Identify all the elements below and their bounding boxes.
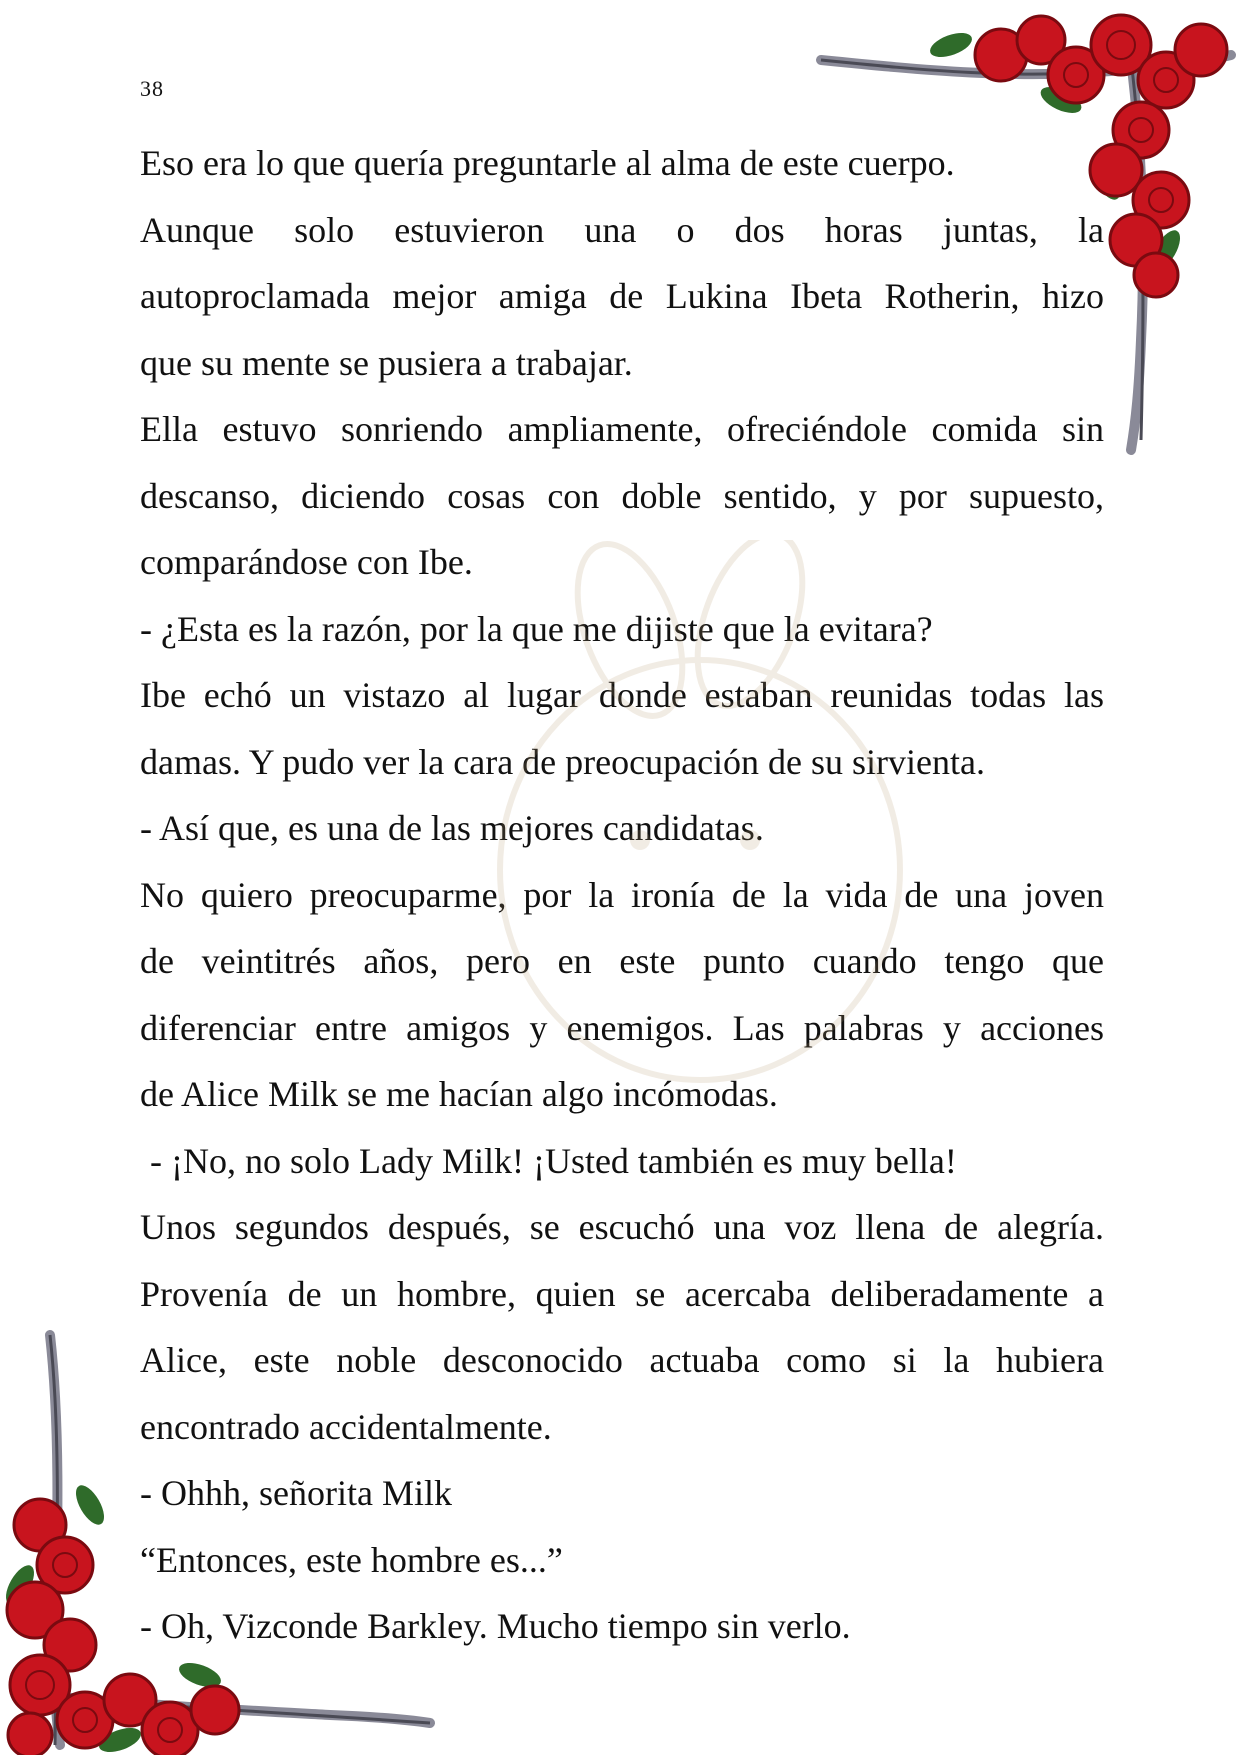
text-line: Alice, este noble desconocido actuaba como si la hubiera [140, 1340, 1104, 1380]
text-line: “Entonces, este hombre es...” [140, 1539, 563, 1580]
text-line: Aunque solo estuvieron una o dos horas juntas, la [140, 209, 1104, 250]
text-line: de Alice Milk se me hacían algo incómodas. [140, 1074, 778, 1114]
text-line: - ¿Esta es la razón, por la que me dijiste que la evitara? [140, 608, 933, 649]
rose-corner-bottom-left [0, 1325, 440, 1755]
text-line: Ella estuvo sonriendo ampliamente, ofreciéndole comida sin [140, 409, 1104, 449]
page-number: 38 [140, 76, 164, 101]
text-line: comparándose con Ibe. [140, 542, 473, 582]
text-line: - ¡No, no solo Lady Milk! ¡Usted también es muy bella! [150, 1140, 957, 1181]
rose-corner-top-right [801, 0, 1241, 460]
text-line: Ibe echó un vistazo al lugar donde estaban reunidas todas las [140, 675, 1104, 715]
text-line: - Así que, es una de las mejores candidatas. [140, 808, 764, 848]
text-line: encontrado accidentalmente. [140, 1406, 552, 1447]
text-line: Eso era lo que quería preguntarle al alma de este cuerpo. [140, 143, 955, 183]
text-line: - Ohhh, señorita Milk [140, 1473, 452, 1513]
text-line: Provenía de un hombre, quien se acercaba deliberadamente a [140, 1273, 1104, 1314]
text-line: No quiero preocuparme, por la ironía de la vida de una joven [140, 874, 1104, 915]
text-line: diferenciar entre amigos y enemigos. Las palabras y acciones [140, 1007, 1104, 1048]
text-line: autoproclamada mejor amiga de Lukina Ibeta Rotherin, hizo [140, 276, 1104, 316]
text-line: descanso, diciendo cosas con doble sentido, y por supuesto, [140, 475, 1104, 516]
text-line: - Oh, Vizconde Barkley. Mucho tiempo sin verlo. [140, 1606, 851, 1646]
text-line: damas. Y pudo ver la cara de preocupación de su sirvienta. [140, 741, 985, 782]
text-line: Unos segundos después, se escuchó una voz llena de alegría. [140, 1207, 1104, 1247]
text-line: que su mente se pusiera a trabajar. [140, 342, 633, 383]
text-line: de veintitrés años, pero en este punto cuando tengo que [140, 941, 1104, 981]
